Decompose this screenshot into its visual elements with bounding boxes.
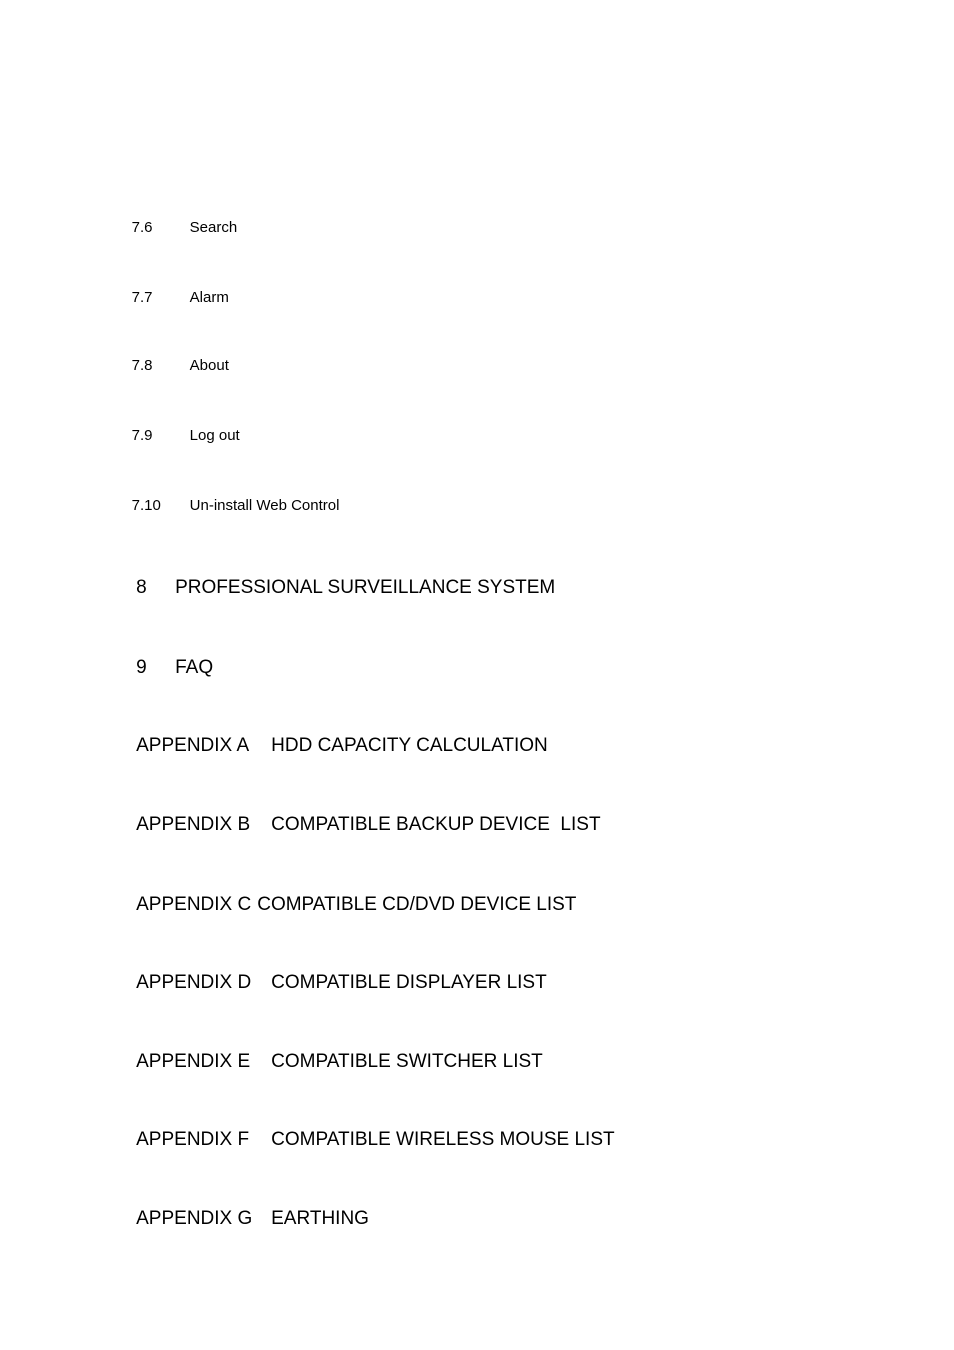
toc-entry-title: HDD CAPACITY CALCULATION (271, 735, 548, 756)
toc-entry-label: APPENDIX A (136, 735, 250, 756)
toc-entry-appendix-e[interactable] (115, 1033, 543, 1090)
toc-entry-label: APPENDIX D (136, 972, 252, 993)
toc-entry-title: COMPATIBLE SWITCHER LIST (271, 1051, 543, 1072)
toc-entry-label: APPENDIX C (136, 894, 252, 915)
toc-entry-appendix-a[interactable] (115, 717, 548, 774)
toc-entry-appendix-b[interactable] (115, 796, 601, 853)
toc-entry-7-9[interactable] (115, 413, 240, 458)
toc-entry-title: Alarm (189, 289, 229, 306)
toc-entry-number: 7.6 (131, 219, 153, 236)
toc-entry-number: 7.8 (131, 357, 153, 374)
toc-entry-appendix-g[interactable] (115, 1190, 369, 1247)
toc-entry-title: About (189, 357, 229, 374)
toc-entry-label: APPENDIX F (136, 1129, 250, 1150)
toc-entry-number: 7.10 (131, 497, 161, 514)
toc-entry-title: PROFESSIONAL SURVEILLANCE SYSTEM (175, 577, 556, 598)
toc-entry-appendix-c[interactable] (115, 876, 576, 933)
toc-entry-number: 9 (136, 657, 147, 678)
toc-entry-label: APPENDIX B (136, 814, 251, 835)
toc-entry-7-8[interactable] (115, 343, 229, 388)
toc-entry-title: Log out (189, 427, 240, 444)
toc-entry-title: COMPATIBLE WIRELESS MOUSE LIST (271, 1129, 615, 1150)
toc-entry-appendix-f[interactable] (115, 1111, 615, 1168)
toc-entry-7-10[interactable] (115, 483, 339, 528)
toc-entry-appendix-d[interactable] (115, 954, 547, 1011)
toc-entry-7-6[interactable] (115, 205, 237, 250)
toc-entry-title: Search (189, 219, 238, 236)
toc-entry-label: APPENDIX E (136, 1051, 251, 1072)
toc-entry-number: 7.9 (131, 427, 153, 444)
toc-entry-number: 7.7 (131, 289, 153, 306)
toc-entry-title: FAQ (175, 657, 214, 678)
toc-entry-chapter-9[interactable] (115, 639, 213, 696)
toc-entry-title: COMPATIBLE CD/DVD DEVICE LIST (257, 894, 577, 915)
toc-entry-title: Un-install Web Control (189, 497, 340, 514)
toc-entry-title: COMPATIBLE BACKUP DEVICE LIST (271, 814, 601, 835)
toc-entry-7-7[interactable] (115, 275, 229, 320)
toc-entry-number: 8 (136, 577, 147, 598)
toc-entry-title: COMPATIBLE DISPLAYER LIST (271, 972, 547, 993)
toc-entry-chapter-8[interactable] (115, 559, 555, 616)
toc-entry-label: APPENDIX G (136, 1208, 253, 1229)
toc-entry-title: EARTHING (271, 1208, 369, 1229)
